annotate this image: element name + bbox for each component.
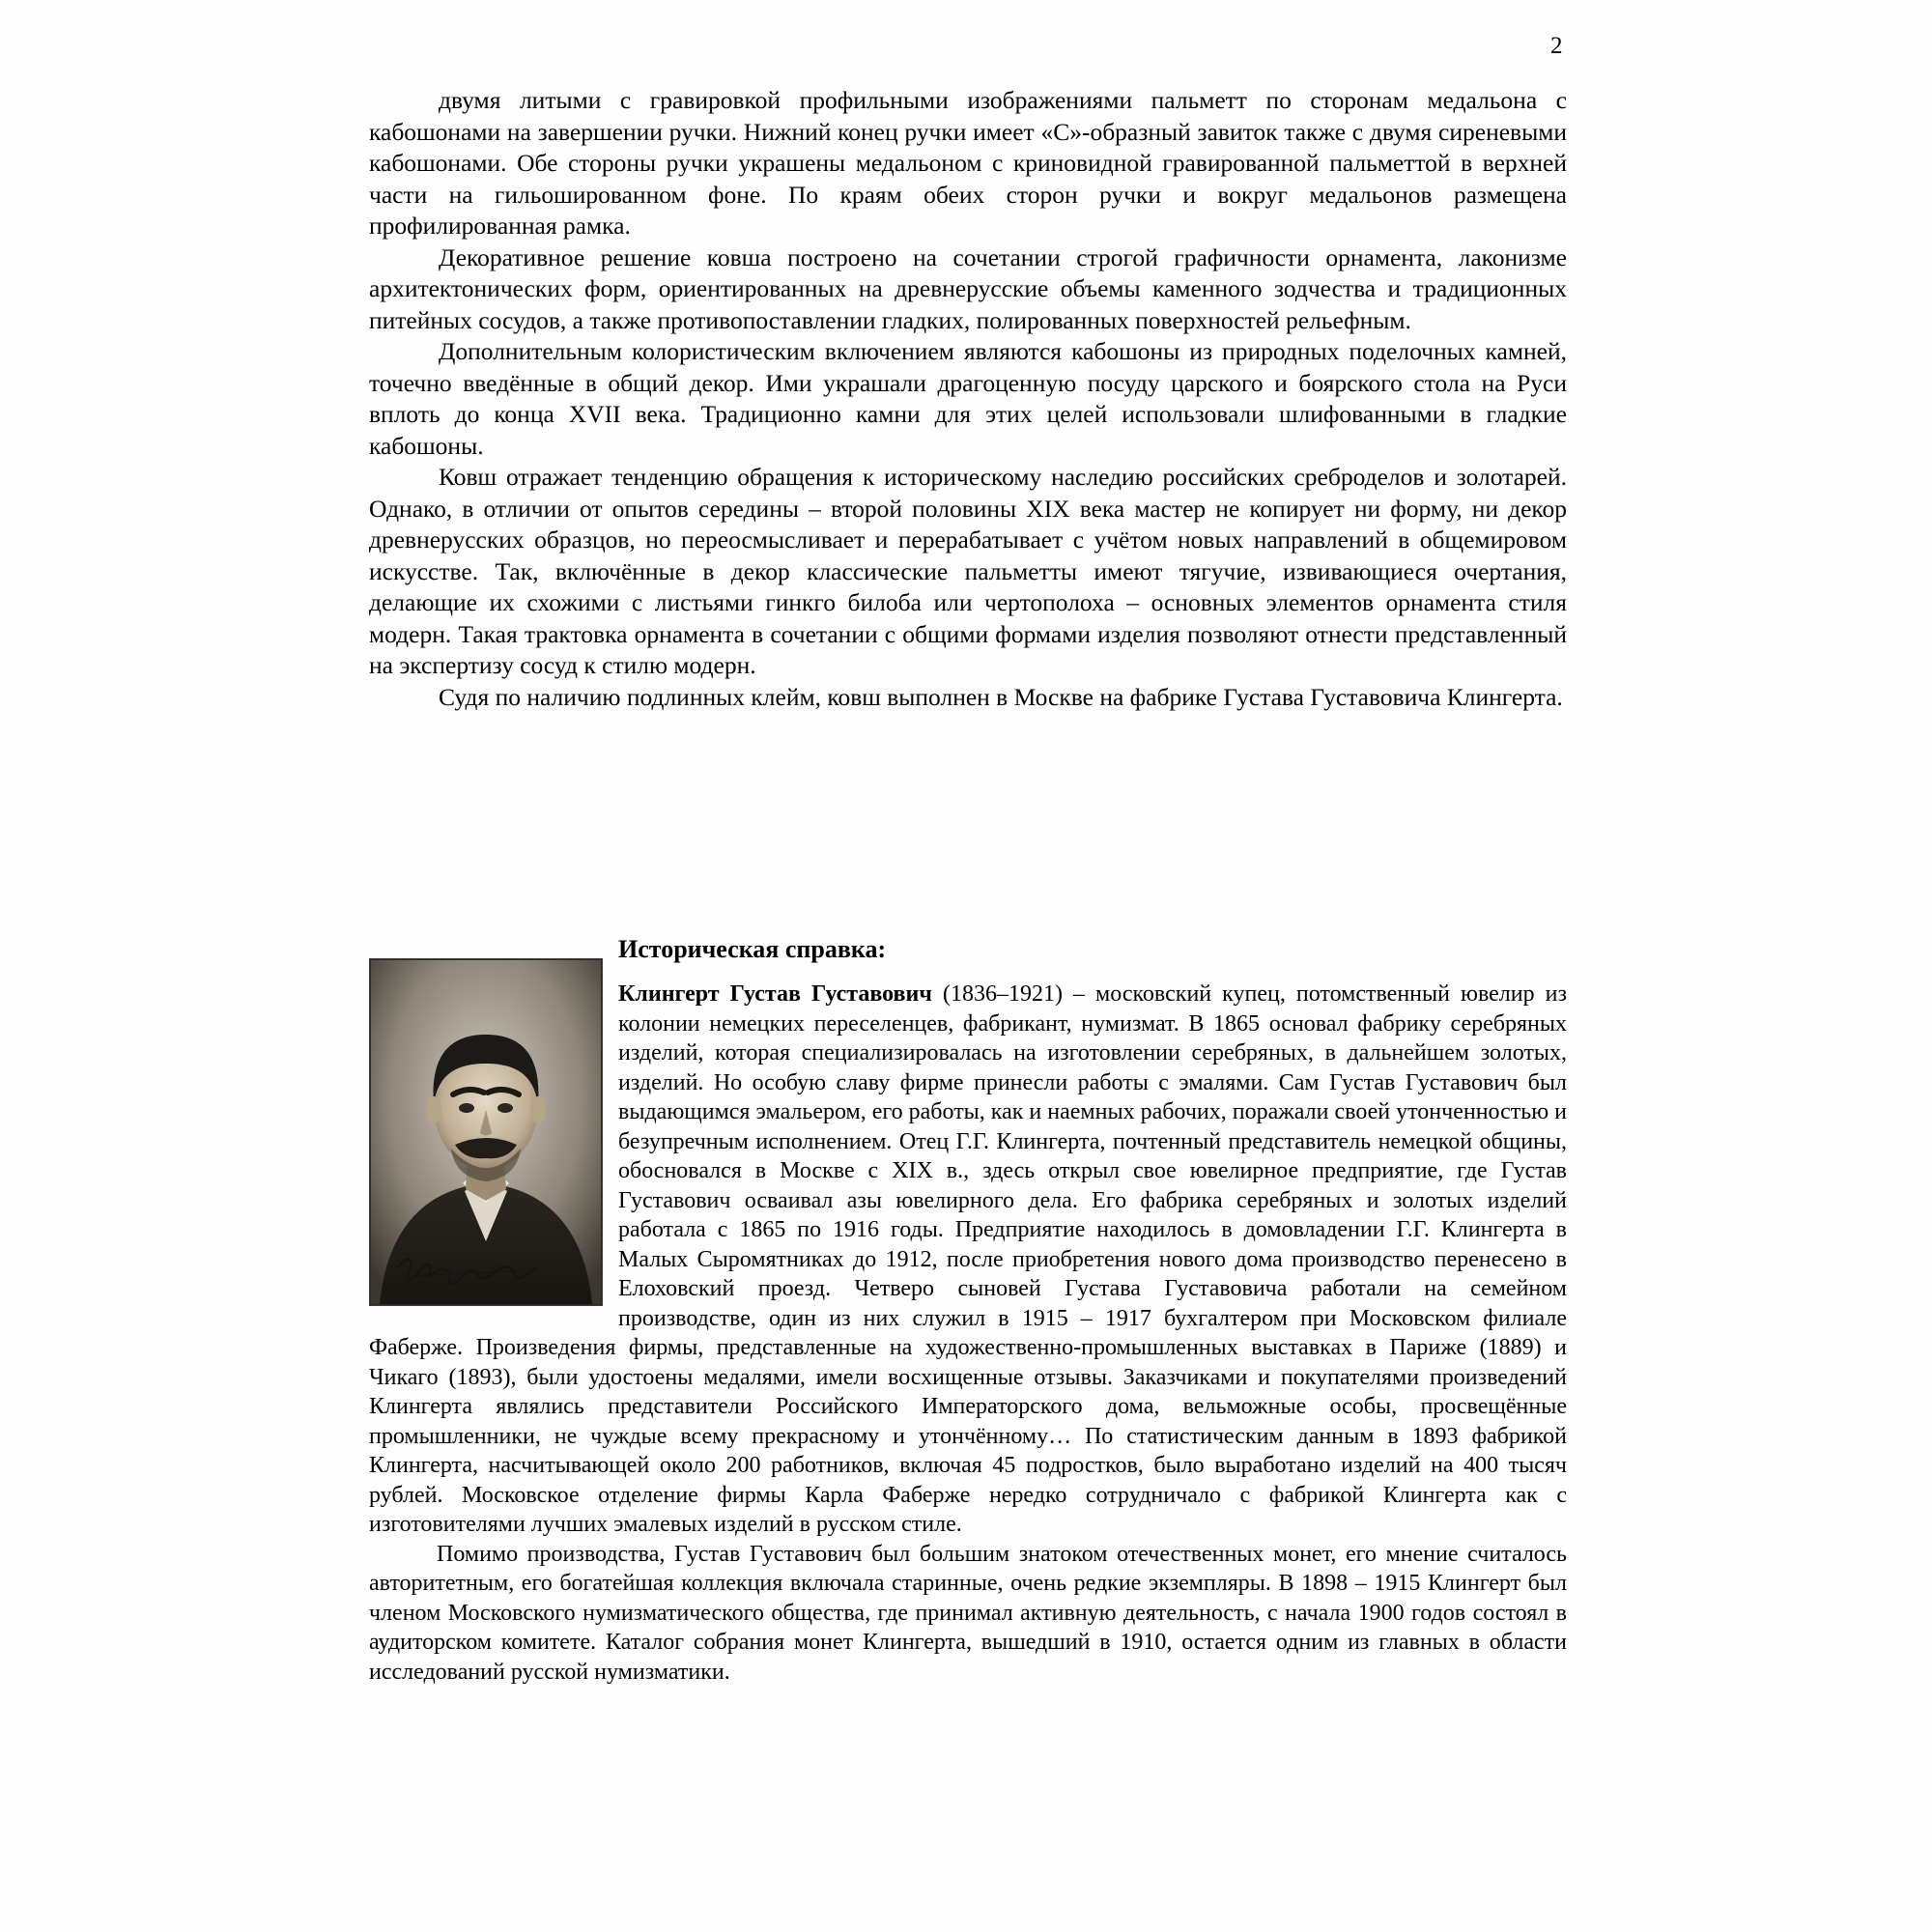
main-text-column <box>369 85 1567 713</box>
portrait-float-spacer <box>369 980 618 1308</box>
page-number: 2 <box>1550 33 1563 59</box>
historical-paragraph-1-body: – московский купец, потомственный ювелир из колонии немецких переселенцев, фабрикант, нумизмат. В 1865 основал фабрику серебряных изделий, которая специализировалась на изготовлении серебряных, в дальнейшем золотых, изделий. Но особую славу фирме принесли работы с эмалями. Сам Густав Густавович был выдающимся эмальером, его работы, как и наемных рабочих, поражали своей утонченностью и безупречным исполнением. Отец Г.Г. Клингерта, почтенный представитель немецкой общины, обосновался в Москве с XIX в., здесь открыл свое ювелирное предприятие, где Густав Густавович осваивал азы ювелирного дела. Его фабрика серебряных и золотых изделий работала с 1865 по 1916 годы. Предприятие находилось в домовладении Г.Г. Клингерта в Малых Сыромятниках до 1912, после приобретения нового дома производство перенесено в Елоховский проезд. Четверо сыновей Густава Густавовича работали на семейном производстве, один из них служил в 1915 – 1917 бухгалтером при Московском филиале Фаберже. Произведения фирмы, представленные на художественно-промышленных выставках в Париже (1889) и Чикаго (1893), были удостоены медалями, имели восхищенные отзывы. Заказчиками и покупателями произведений Клингерта являлись представители Российского Императорского дома, вельможные особы, просвещённые промышленники, не чуждые всему прекрасному и утончённому… По статистическим данным в 1893 фабрикой Клингерта, насчитывающей около 200 работников, включая 45 подростков, было выработано изделий на 400 тысяч рублей. Московское отделение фирмы Карла Фаберже нередко сотрудничало с фабрикой Клингерта как с изготовителями лучших эмалевых изделий в русском стиле. <box>369 981 1568 1537</box>
subject-dates: (1836–1921) <box>942 981 1063 1007</box>
paragraph-4: Ковш отражает тенденцию обращения к историческому наследию российских среброделов и золотарей. Однако, в отличии от опытов середины – второй половины XIX века мастер не копирует ни форму, ни декор древнерусских образцов, но переосмысливает и перерабатывает с учётом новых направлений в общемировом искусстве. Так, включённые в декор классические пальметты имеют тягучие, извивающиеся очертания, делающие их схожими с листьями гинкго билоба или чертополоха – основных элементов орнамента стиля модерн. Такая трактовка орнамента в сочетании с общими формами изделия позволяют отнести представленный на экспертизу сосуд к стилю модерн. <box>369 463 1567 679</box>
paragraph-2: Декоративное решение ковша построено на сочетании строгой графичности орнамента, лаконизме архитектонических форм, ориентированных на древнерусские объемы каменного зодчества и традиционных питейных сосудов, а также противопоставлении гладких, полированных поверхностей рельефным. <box>369 242 1567 334</box>
paragraph-5: Судя по наличию подлинных клейм, ковш выполнен в Москве на фабрике Густава Густавовича Клингерта. <box>439 682 1563 711</box>
historical-paragraph-2: Помимо производства, Густав Густавович был большим знатоком отечественных монет, его мнение считалось авторитетным, его богатейшая коллекция включала старинные, очень редкие экземпляры. В 1898 – 1915 Клингерт был членом Московского нумизматического общества, где принимал активную деятельность, с начала 1900 годов состоял в аудиторском комитете. Каталог собрания монет Клингерта, вышедший в 1910, остается одним из главных в области исследований русской нумизматики. <box>369 1541 1567 1685</box>
subject-name: Клингерт Густав Густавович <box>618 981 932 1007</box>
historical-note-text <box>369 980 1567 1687</box>
historical-note-title: Историческая справка: <box>618 935 887 963</box>
paragraph-1: двумя литыми с гравировкой профильными изображениями пальметт по сторонам медальона с кабошонами на завершении ручки. Нижний конец ручки имеет «С»-образный завиток также с двумя сиреневыми кабошонами. Обе стороны ручки украшены медальоном с криновидной гравированной пальметтой в верхней части на гильошированном фоне. По краям обеих сторон ручки и вокруг медальонов размещена профилированная рамка. <box>369 86 1567 240</box>
paragraph-3: Дополнительным колористическим включением являются кабошоны из природных поделочных камней, точечно введённые в общий декор. Ими украшали драгоценную посуду царского и боярского стола на Руси вплоть до конца XVII века. Традиционно камни для этих целей использовали шлифованными в гладкие кабошоны. <box>369 337 1567 460</box>
